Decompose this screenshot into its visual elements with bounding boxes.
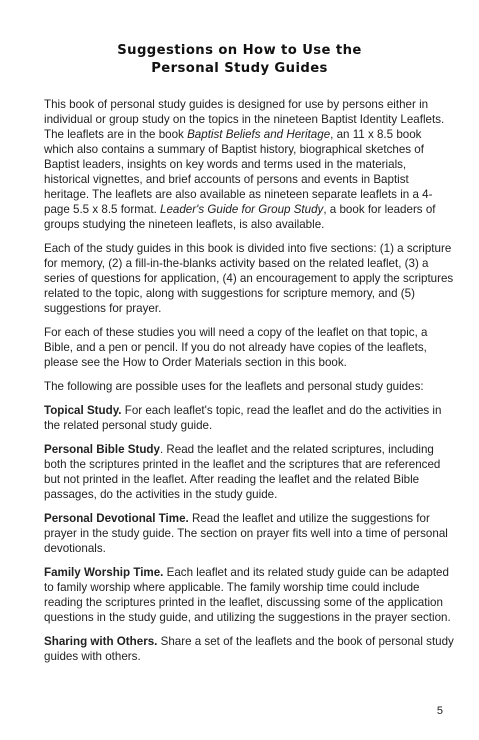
use-lead: Topical Study. bbox=[44, 404, 122, 417]
title-line-1: Suggestions on How to Use the bbox=[117, 43, 362, 58]
intro-text-c: , a book for leaders of groups studying the nineteen leaflets, is also available. bbox=[44, 203, 436, 231]
book-title-baptist-beliefs: Baptist Beliefs and Heritage bbox=[187, 128, 331, 141]
page-title bbox=[0, 42, 479, 78]
uses-intro-paragraph: The following are possible uses for the leaflets and personal study guides: bbox=[44, 380, 424, 393]
use-family-worship-time bbox=[44, 565, 454, 625]
use-lead: Personal Bible Study bbox=[44, 443, 160, 456]
page-number: 5 bbox=[436, 705, 443, 717]
needs-paragraph: For each of these studies you will need a copy of the leaflet on that topic, a Bible, and a pen or pencil. If you do not already have copies of the leaflets, please see the How to Order Materials section in this book. bbox=[44, 326, 428, 369]
use-lead: Personal Devotional Time. bbox=[44, 512, 189, 525]
use-personal-bible-study bbox=[44, 442, 454, 502]
use-text: Each leaflet and its related study guide can be adapted to family worship where applicable. The family worship time could include reading the scriptures printed in the leaflet, discussing some of the application questions in the study guide, and utilizing the suggestions in the prayer section. bbox=[44, 566, 451, 624]
use-lead: Family Worship Time. bbox=[44, 566, 164, 579]
use-sharing-with-others bbox=[44, 634, 454, 664]
body-text bbox=[44, 97, 454, 673]
intro-text-b: , an 11 x 8.5 book which also contains a summary of Baptist history, biographical sketches of Baptist leaders, insights on key words and terms used in the materials, historical vignettes, and brief accounts of persons and events in Baptist heritage. The leaflets are also available as nineteen separate leaflets in a 4-page 5.5 x 8.5 format. bbox=[44, 128, 433, 216]
use-topical-study bbox=[44, 403, 454, 433]
intro-paragraph bbox=[44, 97, 454, 232]
use-text: Read the leaflet and utilize the suggestions for prayer in the study guide. The section on prayer fits well into a time of personal devotionals. bbox=[44, 512, 448, 555]
use-text: Share a set of the leaflets and the book of personal study guides with others. bbox=[44, 635, 454, 663]
book-title-leaders-guide: Leader's Guide for Group Study bbox=[160, 203, 324, 216]
use-text: For each leaflet's topic, read the leaflet and do the activities in the related personal study guide. bbox=[44, 404, 442, 432]
use-personal-devotional-time bbox=[44, 511, 454, 556]
sections-paragraph: Each of the study guides in this book is divided into five sections: (1) a scripture for memory, (2) a fill-in-the-blanks activity based on the related leaflet, (3) a series of questions for application, (4) an encouragement to apply the scriptures related to the topic, along with suggestions for scripture memory, and (5) suggestions for prayer. bbox=[44, 242, 454, 315]
intro-text-a: This book of personal study guides is designed for use by persons either in individual or group study on the topics in the nineteen Baptist Identity Leaflets. The leaflets are in the book bbox=[44, 98, 445, 141]
title-line-2: Personal Study Guides bbox=[151, 61, 328, 76]
use-lead: Sharing with Others. bbox=[44, 635, 158, 648]
use-text: . Read the leaflet and the related scriptures, including both the scriptures printed in the leaflet and the scriptures that are referenced but not printed in the leaflet. After reading the leaflet and the related Bible passages, do the activities in the study guide. bbox=[44, 443, 441, 501]
